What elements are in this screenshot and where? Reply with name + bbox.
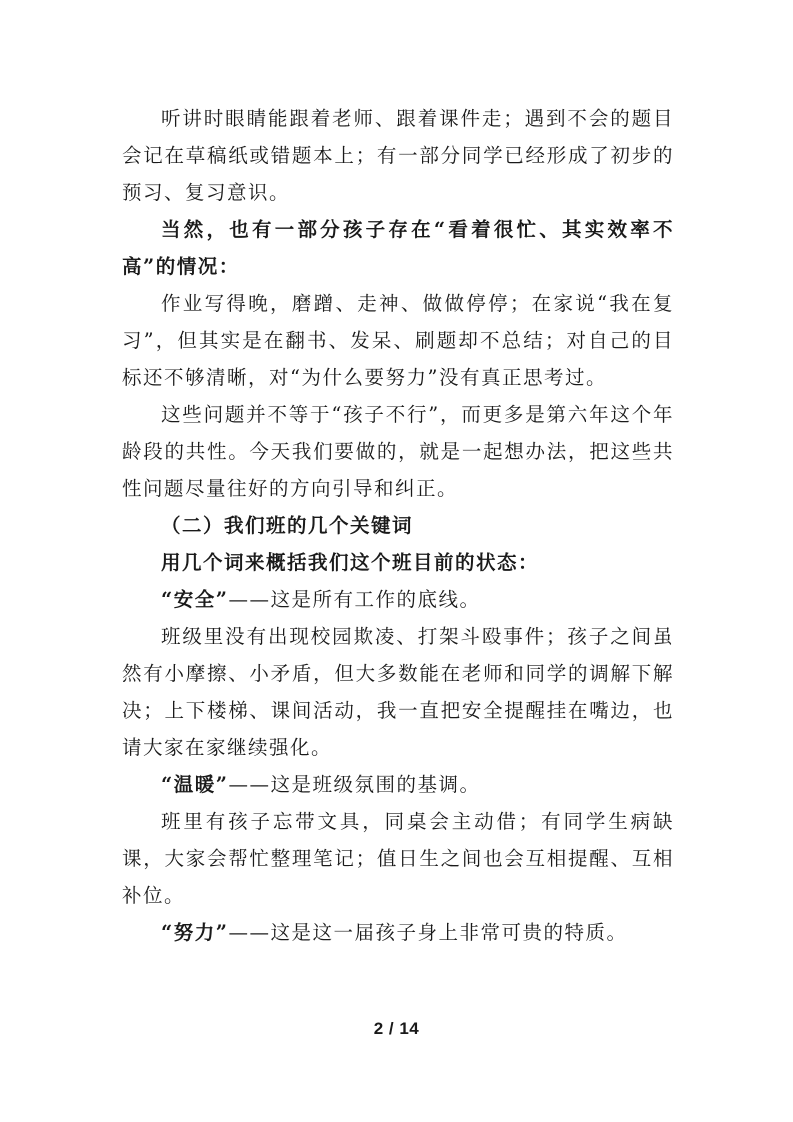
paragraph-keywords-intro: 用几个词来概括我们这个班目前的状态： [161, 551, 540, 574]
section-heading-keywords: （二）我们班的几个关键词 [161, 514, 414, 537]
page-body [122, 100, 674, 951]
keyword-line-safety [122, 581, 674, 618]
keyword-effort-description: ——这是这一届孩子身上非常可贵的特质。 [228, 921, 628, 944]
paragraph-warmth-details: 班里有孩子忘带文具，同桌会主动借；有同学生病缺课，大家会帮忙整理笔记；值日生之间也会互相提醒、互相补位。 [122, 810, 674, 907]
paragraph-common-issues: 这些问题并不等于“孩子不行”，而更多是第六年这个年龄段的共性。今天我们要做的，就是一起想办法，把这些共性问题尽量往好的方向引导和纠正。 [122, 403, 674, 500]
keyword-safety-description: ——这是所有工作的底线。 [228, 588, 481, 611]
keyword-warmth: “温暖” [161, 773, 229, 796]
keyword-safety: “安全” [161, 588, 229, 611]
page-number: 2 / 14 [373, 1019, 420, 1038]
paragraph-listening-habits: 听讲时眼睛能跟着老师、跟着课件走；遇到不会的题目会记在草稿纸或错题本上；有一部分同学已经形成了初步的预习、复习意识。 [122, 107, 674, 204]
paragraph-safety-details: 班级里没有出现校园欺凌、打架斗殴事件；孩子之间虽然有小摩擦、小矛盾，但大多数能在老师和同学的调解下解决；上下楼梯、课间活动，我一直把安全提醒挂在嘴边，也请大家在家继续强化。 [122, 625, 674, 759]
keyword-line-warmth [122, 766, 674, 803]
keyword-line-effort [122, 914, 674, 951]
paragraph-inefficiency-intro: 当然，也有一部分孩子存在“看着很忙、其实效率不高”的情况： [122, 218, 674, 278]
keyword-warmth-description: ——这是班级氛围的基调。 [228, 773, 481, 796]
keyword-effort: “努力” [161, 921, 229, 944]
paragraph-inefficiency-details: 作业写得晚，磨蹭、走神、做做停停；在家说“我在复习”，但其实是在翻书、发呆、刷题却不总结；对自己的目标还不够清晰，对“为什么要努力”没有真正思考过。 [122, 292, 674, 389]
